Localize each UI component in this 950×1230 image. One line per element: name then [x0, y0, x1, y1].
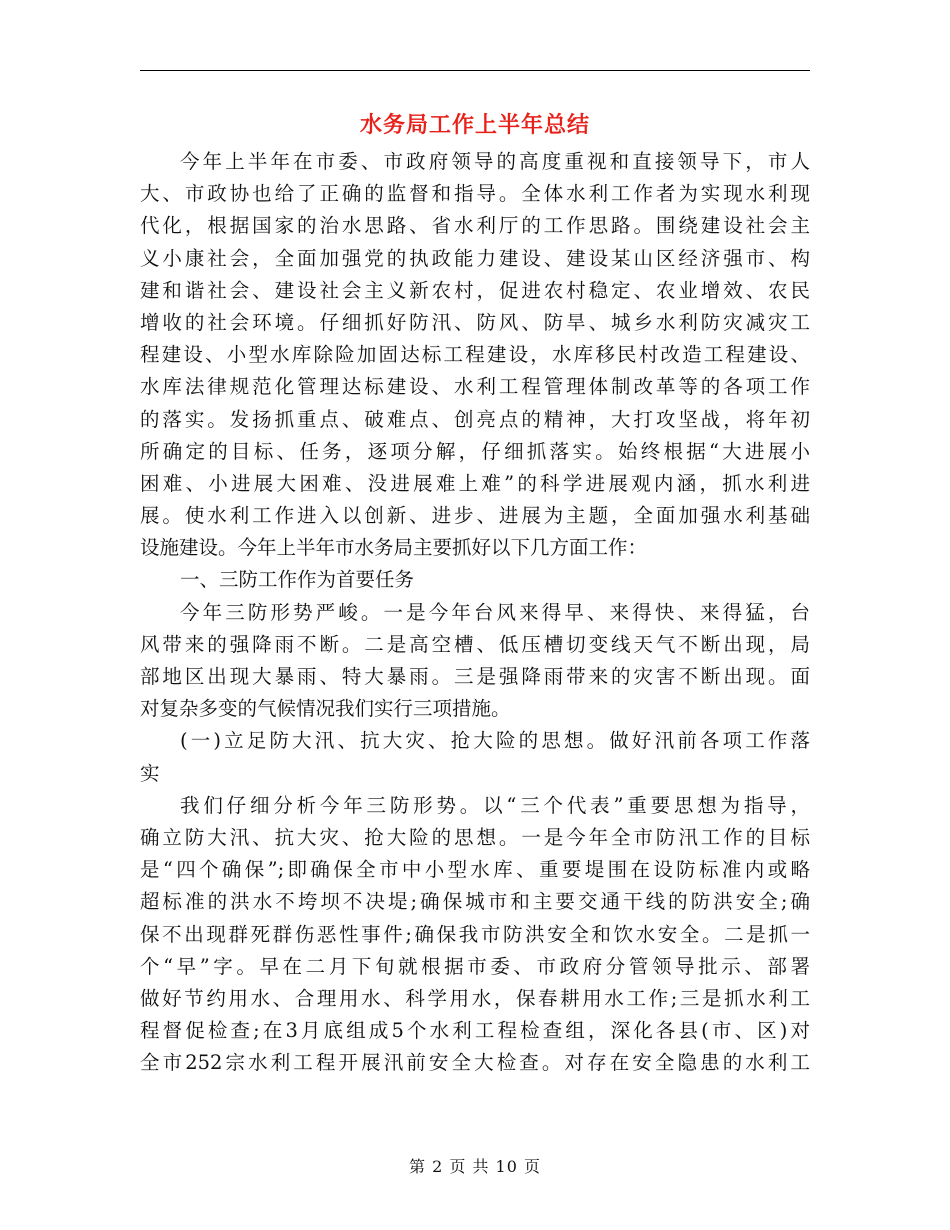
text-line: 个“早”字。早在二月下旬就根据市委、市政府分管领导批示、部署 [140, 954, 810, 978]
text-line: 的落实。发扬抓重点、破难点、创亮点的精神，大打攻坚战，将年初 [140, 407, 810, 431]
page-number-footer: 第 2 页 共 10 页 [409, 1157, 541, 1176]
text-line: 部地区出现大暴雨、特大暴雨。三是强降雨带来的灾害不断出现。面 [140, 665, 810, 688]
text-line: 义小康社会，全面加强党的执政能力建设、建设某山区经济强市、构 [140, 246, 810, 270]
text-line: 大、市政协也给了正确的监督和指导。全体水利工作者为实现水利现 [140, 182, 810, 206]
text-line: 对复杂多变的气候情况我们实行三项措施。 [140, 697, 511, 721]
document-title: 水务局工作上半年总结 [359, 113, 590, 138]
text-line: 做好节约用水、合理用水、科学用水，保春耕用水工作;三是抓水利工 [140, 986, 810, 1010]
subsection-heading-continuation: 实 [140, 761, 160, 785]
text-line: 确立防大汛、抗大灾、抢大险的思想。一是今年全市防汛工作的目标 [140, 825, 810, 849]
text-line: 超标准的洪水不垮坝不决堤;确保城市和主要交通干线的防洪安全;确 [140, 890, 810, 914]
section-heading: 一、三防工作作为首要任务 [180, 568, 415, 592]
text-line: 今年上半年在市委、市政府领导的高度重视和直接领导下，市人 [180, 150, 810, 173]
text-line: 设施建设。今年上半年市水务局主要抓好以下几方面工作： [140, 536, 648, 560]
subsection-heading: (一)立足防大汛、抗大灾、抢大险的思想。做好汛前各项工作落 [180, 729, 810, 753]
text-line: 代化，根据国家的治水思路、省水利厅的工作思路。围绕建设社会主 [140, 214, 810, 238]
document-body [140, 146, 810, 1079]
text-line: 风带来的强降雨不断。二是高空槽、低压槽切变线天气不断出现，局 [140, 632, 810, 656]
text-line: 所确定的目标、任务，逐项分解，仔细抓落实。始终根据“大进展小 [140, 439, 810, 463]
text-line: 建和谐社会、建设社会主义新农村，促进农村稳定、农业增效、农民 [140, 278, 810, 302]
text-line: 今年三防形势严峻。一是今年台风来得早、来得快、来得猛，台 [180, 600, 810, 624]
text-line: 增收的社会环境。仔细抓好防汛、防风、防旱、城乡水利防灾减灾工 [140, 310, 810, 334]
header-rule [140, 70, 810, 71]
text-line: 水库法律规范化管理达标建设、水利工程管理体制改革等的各项工作 [140, 375, 810, 399]
text-line: 程督促检查;在3月底组成5个水利工程检查组，深化各县(市、区)对 [140, 1019, 810, 1043]
text-line: 展。使水利工作进入以创新、进步、进展为主题，全面加强水利基础 [140, 504, 810, 528]
text-line: 我们仔细分析今年三防形势。以“三个代表”重要思想为指导， [180, 793, 810, 817]
text-line: 是“四个确保”;即确保全市中小型水库、重要堤围在设防标准内或略 [140, 858, 810, 882]
text-line: 困难、小进展大困难、没进展难上难”的科学进展观内涵，抓水利进 [140, 471, 810, 495]
text-line: 全市252宗水利工程开展汛前安全大检查。对存在安全隐患的水利工 [140, 1051, 810, 1075]
text-line: 保不出现群死群伤恶性事件;确保我市防洪安全和饮水安全。二是抓一 [140, 922, 810, 946]
text-line: 程建设、小型水库除险加固达标工程建设，水库移民村改造工程建设、 [140, 343, 810, 367]
